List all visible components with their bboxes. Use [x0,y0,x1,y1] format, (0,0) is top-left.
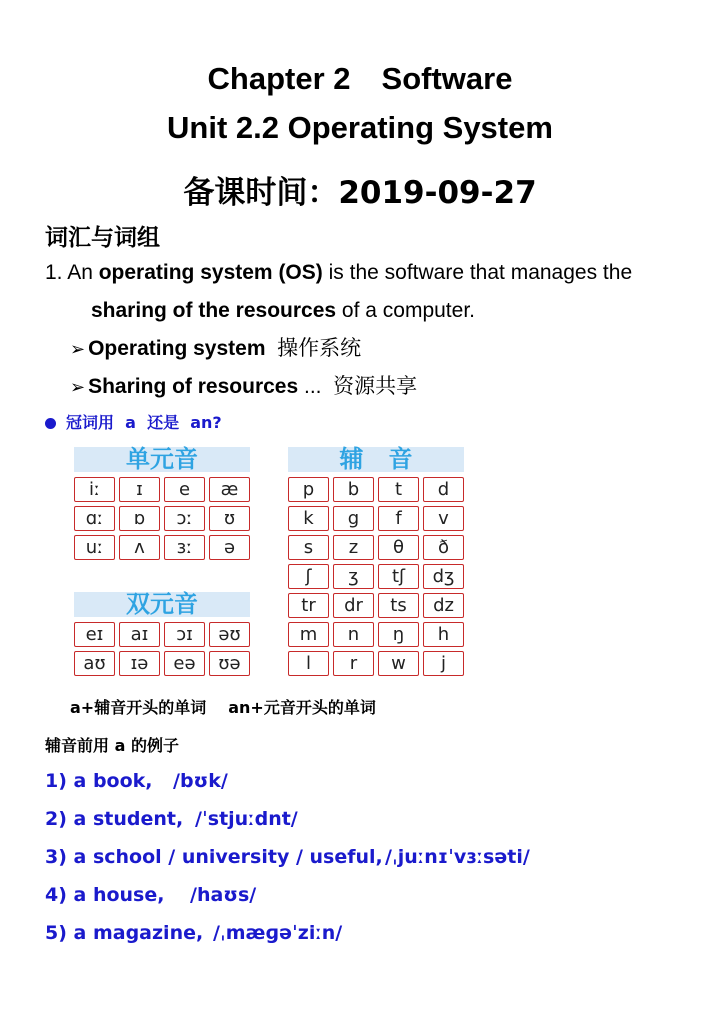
phonetic-symbol: b [333,477,374,502]
example-item: 3) a school / university / useful, /ˌjuːnɪˈvɜːsəti/ [45,846,530,868]
phonetic-symbol: uː [74,535,115,560]
section-heading: 词汇与词组 [45,225,160,251]
phonetic-symbol: k [288,506,329,531]
phonetic-symbol: m [288,622,329,647]
table-row [74,622,250,647]
table-row [288,535,464,560]
phonetic-symbol: ŋ [378,622,419,647]
table-row [74,477,250,502]
phonetic-symbol: f [378,506,419,531]
table-row [288,506,464,531]
phonetic-symbol: p [288,477,329,502]
example-item: 5) a magazine, /ˌmæɡəˈziːn/ [45,922,343,944]
prep-date: 备课时间：2019-09-27 [183,175,537,211]
examples-heading: 辅音前用 a 的例子 [45,736,179,755]
phonetic-symbol: ɑː [74,506,115,531]
phonetic-symbol: z [333,535,374,560]
table-title: 双元音 [74,592,250,617]
phonetic-symbol: ʃ [288,564,329,589]
phonetic-symbol: ʌ [119,535,160,560]
consonant-table [288,447,464,679]
phonetic-symbol: ts [378,593,419,618]
table-row [288,593,464,618]
phonetic-symbol: tʃ [378,564,419,589]
phonetic-symbol: eə [164,651,205,676]
phonetic-symbol: aʊ [74,651,115,676]
phonetic-symbol: g [333,506,374,531]
unit-title: Unit 2.2 Operating System [167,110,553,145]
vocab-item: ➢ Sharing of resources ... 资源共享 [70,374,418,398]
phonetic-symbol: æ [209,477,250,502]
article-question: 冠词用 a 还是 an? [45,410,222,433]
table-row [288,564,464,589]
phonetic-symbol: tr [288,593,329,618]
phonetic-symbol: ʊ [209,506,250,531]
phonetic-symbol: ʊə [209,651,250,676]
phonetic-symbol: r [333,651,374,676]
phonetic-symbol: ɪə [119,651,160,676]
phonetic-symbol: s [288,535,329,560]
phonetic-symbol: eɪ [74,622,115,647]
table-row [74,506,250,531]
phonetic-symbol: e [164,477,205,502]
chapter-title: Chapter 2 Software [207,61,513,96]
phonetic-symbol: əʊ [209,622,250,647]
phonetic-symbol: t [378,477,419,502]
phonetic-symbol: ɪ [119,477,160,502]
phonetic-symbol: ɜː [164,535,205,560]
phonetic-symbol: h [423,622,464,647]
definition-paragraph: 1. An operating system (OS) is the software that manages the sharing of the resources of a computer. [45,261,633,322]
table-row [288,477,464,502]
table-row [74,651,250,676]
arrow-bullet-icon: ➢ [70,339,86,359]
phonetic-symbol: ʒ [333,564,374,589]
phonetic-symbol: d [423,477,464,502]
phonetic-symbol: θ [378,535,419,560]
arrow-bullet-icon: ➢ [70,377,86,397]
phonetic-symbol: aɪ [119,622,160,647]
table-row [288,651,464,676]
table-title: 辅 音 [288,447,464,472]
phonetic-symbol: ɒ [119,506,160,531]
phonetic-symbol: dr [333,593,374,618]
phonetic-symbol: w [378,651,419,676]
phonetic-symbol: j [423,651,464,676]
table-row [288,622,464,647]
phonetic-symbol: v [423,506,464,531]
bullet-dot-icon [45,418,56,429]
example-item: 4) a house, /haʊs/ [45,884,257,906]
phonetic-symbol: dz [423,593,464,618]
diphthong-table [74,592,250,680]
table-row [74,535,250,560]
example-item: 1) a book, /bʊk/ [45,770,228,792]
phonetic-symbol: n [333,622,374,647]
phonetic-symbol: ɔː [164,506,205,531]
phonetic-symbol: iː [74,477,115,502]
phonetic-symbol: ə [209,535,250,560]
phonetic-symbol: ɔɪ [164,622,205,647]
table-title: 单元音 [74,447,250,472]
monophthong-table [74,447,250,562]
phonetic-symbol: ð [423,535,464,560]
phonetic-symbol: dʒ [423,564,464,589]
example-item: 2) a student, /ˈstjuːdnt/ [45,808,298,830]
phonetic-symbol: l [288,651,329,676]
vocab-item: ➢ Operating system 操作系统 [70,336,362,360]
article-rule: a+辅音开头的单词 an+元音开头的单词 [70,698,376,717]
